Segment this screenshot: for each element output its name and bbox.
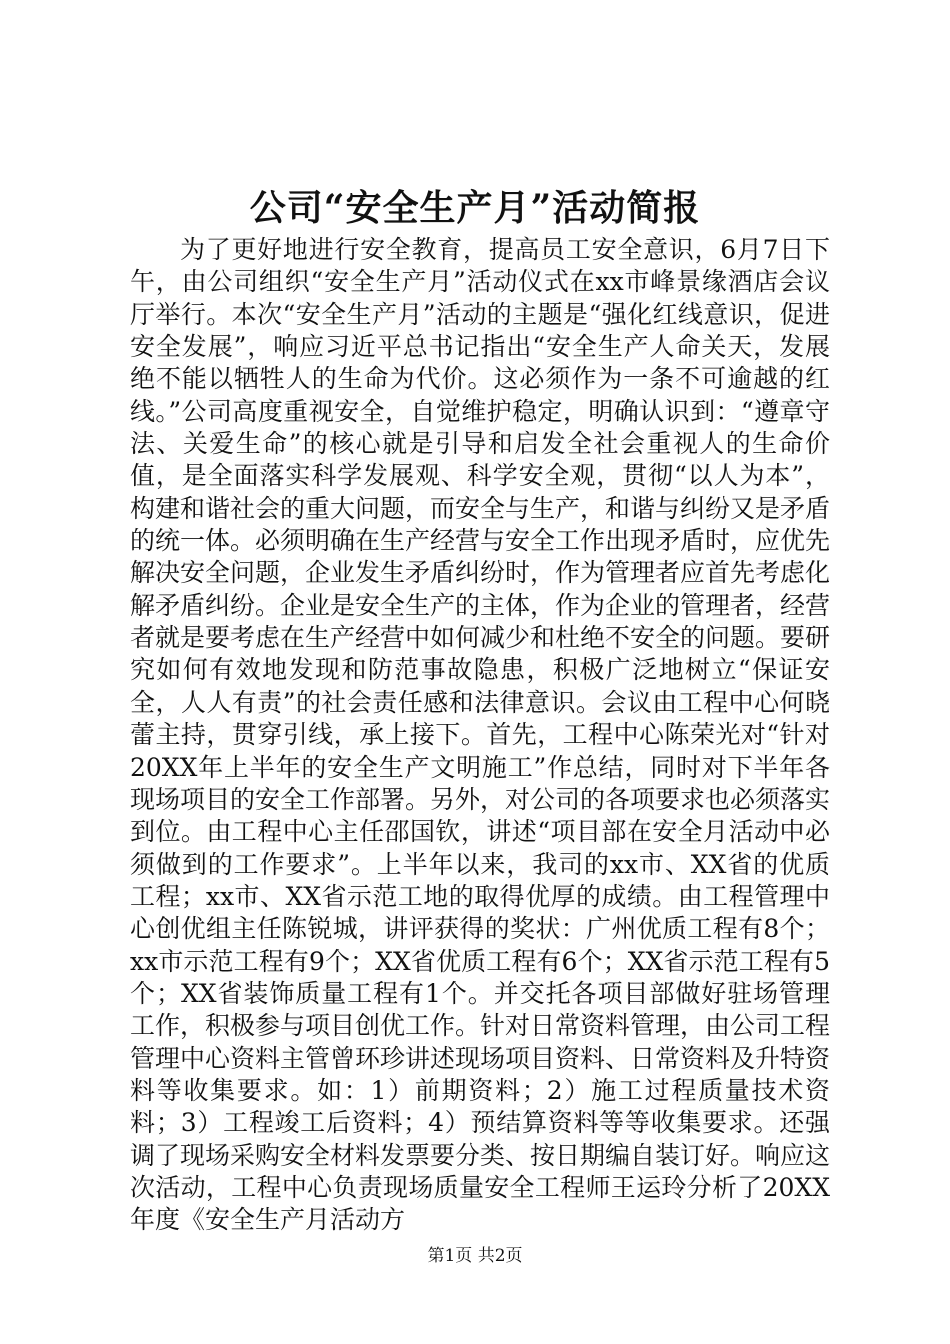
body-paragraph: 为了更好地进行安全教育，提高员工安全意识，6月7日下午，由公司组织“安全生产月”活动仪式在xx市峰景缘酒店会议厅举行。本次“安全生产月”活动的主题是“强化红线意识，促进安全发展”，响应习近平总书记指出“安全生产人命关天，发展绝不能以牺牲人的生命为代价。这必须作为一条不可逾越的红线。”公司高度重视安全，自觉维护稳定，明确认识到：“遵章守法、关爱生命”的核心就是引导和启发全社会重视人的生命价值，是全面落实科学发展观、科学安全观，贯彻“以人为本”，构建和谐社会的重大问题，而安全与生产，和谐与纠纷又是矛盾的统一体。必须明确在生产经营与安全工作出现矛盾时，应优先解决安全问题，企业发生矛盾纠纷时，作为管理者应首先考虑化解矛盾纠纷。企业是安全生产的主体，作为企业的管理者，经营者就是要考虑在生产经营中如何减少和杜绝不安全的问题。要研究如何有效地发现和防范事故隐患，积极广泛地树立“保证安全，人人有责”的社会责任感和法律意识。会议由工程中心何晓蕾主持，贯穿引线，承上接下。首先，工程中心陈荣光对“针对20XX年上半年的安全生产文明施工”作总结，同时对下半年各现场项目的安全工作部署。另外，对公司的各项要求也必须落实到位。由工程中心主任邵国钦，讲述“项目部在安全月活动中必须做到的工作要求”。上半年以来，我司的xx市、XX省的优质工程；xx市、XX省示范工地的取得优厚的成绩。由工程管理中心创优组主任陈锐城，讲评获得的奖状：广州优质工程有8个；xx市示范工程有9个；XX省优质工程有6个；XX省示范工程有5个；XX省装饰质量工程有1个。并交托各项目部做好驻场管理工作，积极参与项目创优工作。针对日常资料管理，由公司工程管理中心资料主管曾环珍讲述现场项目资料、日常资料及升特资料等收集要求。如：1）前期资料；2）施工过程质量技术资料；3）工程竣工后资料；4）预结算资料等等收集要求。还强调了现场采购安全材料发票要分类、按日期编自装订好。响应这次活动，工程中心负责现场质量安全工程师王运玲分析了20XX年度《安全生产月活动方: [130, 235, 831, 1235]
document-title: 公司“安全生产月”活动简报: [249, 187, 701, 229]
page-number-footer: 第1页 共2页: [427, 1246, 523, 1266]
